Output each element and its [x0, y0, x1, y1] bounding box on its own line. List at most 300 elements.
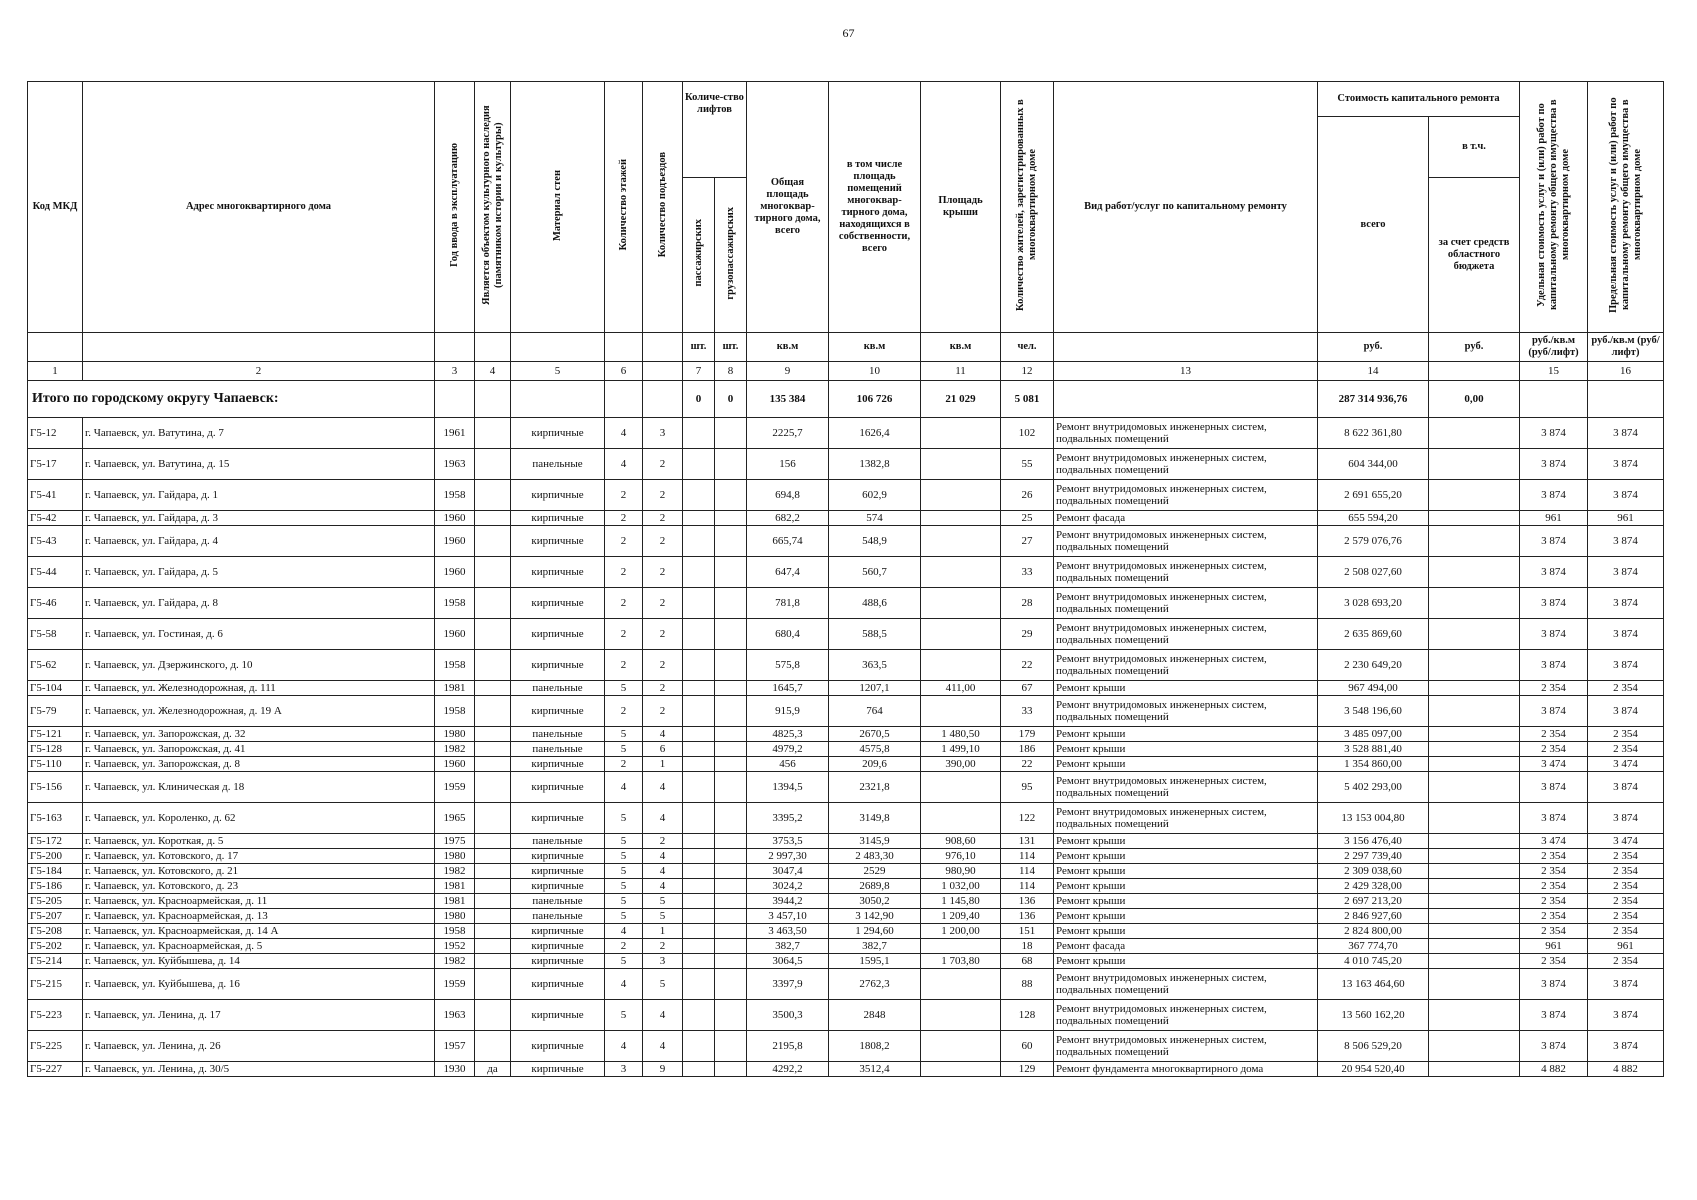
row-residents: 22	[1001, 650, 1054, 681]
row-max-cost: 3 874	[1588, 588, 1664, 619]
row-roof-area: 908,60	[921, 834, 1001, 849]
row-owned-area: 2689,8	[829, 879, 921, 894]
header-heritage: Является объектом культурного наследия (памятником истории и культуры)	[480, 105, 504, 305]
row-cost-regional	[1429, 449, 1520, 480]
row-residents: 29	[1001, 619, 1054, 650]
row-code: Г5-184	[28, 864, 83, 879]
row-year: 1930	[435, 1062, 475, 1077]
row-address: г. Чапаевск, ул. Короткая, д. 5	[83, 834, 435, 849]
row-entrances: 4	[643, 772, 683, 803]
row-roof-area	[921, 557, 1001, 588]
row-work-type: Ремонт внутридомовых инженерных систем, подвальных помещений	[1054, 619, 1318, 650]
header-entrances: Количество подъездов	[656, 152, 668, 258]
row-unit-cost: 961	[1520, 939, 1588, 954]
row-work-type: Ремонт фундамента многоквартирного дома	[1054, 1062, 1318, 1077]
row-passenger-lifts	[683, 1031, 715, 1062]
row-heritage	[475, 939, 511, 954]
row-passenger-lifts	[683, 526, 715, 557]
row-floors: 2	[605, 511, 643, 526]
row-passenger-lifts	[683, 757, 715, 772]
row-total-area: 4979,2	[747, 742, 829, 757]
table-row	[28, 418, 1664, 449]
row-address: г. Чапаевск, ул. Ленина, д. 26	[83, 1031, 435, 1062]
row-passenger-lifts	[683, 681, 715, 696]
row-roof-area: 1 209,40	[921, 909, 1001, 924]
row-year: 1982	[435, 954, 475, 969]
row-residents: 95	[1001, 772, 1054, 803]
row-material: кирпичные	[511, 803, 605, 834]
row-heritage	[475, 954, 511, 969]
row-cost-regional	[1429, 650, 1520, 681]
row-owned-area: 1 294,60	[829, 924, 921, 939]
row-passenger-lifts	[683, 879, 715, 894]
table-row	[28, 879, 1664, 894]
row-max-cost: 2 354	[1588, 727, 1664, 742]
row-code: Г5-12	[28, 418, 83, 449]
header-floors: Количество этажей	[617, 159, 629, 251]
row-unit-cost: 2 354	[1520, 924, 1588, 939]
row-code: Г5-186	[28, 879, 83, 894]
row-code: Г5-214	[28, 954, 83, 969]
row-total-area: 3064,5	[747, 954, 829, 969]
row-max-cost: 3 874	[1588, 557, 1664, 588]
row-year: 1958	[435, 650, 475, 681]
row-year: 1975	[435, 834, 475, 849]
row-material: кирпичные	[511, 1031, 605, 1062]
header-address: Адрес многоквартирного дома	[83, 82, 435, 333]
row-cost: 367 774,70	[1318, 939, 1429, 954]
row-year: 1958	[435, 696, 475, 727]
row-material: кирпичные	[511, 1062, 605, 1077]
row-address: г. Чапаевск, ул. Гайдара, д. 4	[83, 526, 435, 557]
row-entrances: 2	[643, 619, 683, 650]
row-roof-area: 390,00	[921, 757, 1001, 772]
row-work-type: Ремонт крыши	[1054, 849, 1318, 864]
row-cost: 13 153 004,80	[1318, 803, 1429, 834]
total-area: 135 384	[747, 381, 829, 418]
row-address: г. Чапаевск, ул. Котовского, д. 21	[83, 864, 435, 879]
row-address: г. Чапаевск, ул. Запорожская, д. 41	[83, 742, 435, 757]
row-max-cost: 3 874	[1588, 696, 1664, 727]
table-row	[28, 619, 1664, 650]
row-work-type: Ремонт крыши	[1054, 894, 1318, 909]
row-owned-area: 382,7	[829, 939, 921, 954]
row-year: 1960	[435, 757, 475, 772]
row-entrances: 2	[643, 939, 683, 954]
row-cost-regional	[1429, 696, 1520, 727]
row-roof-area	[921, 939, 1001, 954]
row-residents: 136	[1001, 909, 1054, 924]
row-passenger-lifts	[683, 894, 715, 909]
row-freight-lifts	[715, 526, 747, 557]
row-cost: 2 579 076,76	[1318, 526, 1429, 557]
row-cost: 1 354 860,00	[1318, 757, 1429, 772]
row-floors: 5	[605, 909, 643, 924]
row-work-type: Ремонт крыши	[1054, 954, 1318, 969]
header-max-cost: Предельная стоимость услуг и (или) работ по капитальному ремонту общего имущества в многоквартирном доме	[1607, 97, 1643, 313]
table-row	[28, 681, 1664, 696]
row-passenger-lifts	[683, 849, 715, 864]
row-freight-lifts	[715, 727, 747, 742]
row-year: 1960	[435, 511, 475, 526]
row-roof-area: 1 145,80	[921, 894, 1001, 909]
row-cost: 2 824 800,00	[1318, 924, 1429, 939]
table-row	[28, 864, 1664, 879]
row-cost-regional	[1429, 879, 1520, 894]
row-work-type: Ремонт внутридомовых инженерных систем, подвальных помещений	[1054, 480, 1318, 511]
col-number: 3	[435, 362, 475, 381]
row-passenger-lifts	[683, 954, 715, 969]
row-entrances: 2	[643, 526, 683, 557]
row-address: г. Чапаевск, ул. Красноармейская, д. 14 А	[83, 924, 435, 939]
row-work-type: Ремонт внутридомовых инженерных систем, подвальных помещений	[1054, 1000, 1318, 1031]
row-code: Г5-104	[28, 681, 83, 696]
row-owned-area: 3 142,90	[829, 909, 921, 924]
row-cost-regional	[1429, 849, 1520, 864]
row-owned-area: 1595,1	[829, 954, 921, 969]
row-heritage	[475, 727, 511, 742]
row-address: г. Чапаевск, ул. Гостиная, д. 6	[83, 619, 435, 650]
row-entrances: 4	[643, 803, 683, 834]
row-material: кирпичные	[511, 772, 605, 803]
row-cost-regional	[1429, 588, 1520, 619]
row-cost: 3 485 097,00	[1318, 727, 1429, 742]
row-year: 1981	[435, 879, 475, 894]
row-address: г. Чапаевск, ул. Ватутина, д. 7	[83, 418, 435, 449]
row-floors: 5	[605, 849, 643, 864]
row-year: 1982	[435, 742, 475, 757]
row-owned-area: 560,7	[829, 557, 921, 588]
table-row	[28, 969, 1664, 1000]
row-roof-area	[921, 1000, 1001, 1031]
row-roof-area: 411,00	[921, 681, 1001, 696]
row-year: 1957	[435, 1031, 475, 1062]
row-year: 1963	[435, 449, 475, 480]
row-unit-cost: 3 874	[1520, 619, 1588, 650]
row-roof-area	[921, 803, 1001, 834]
row-heritage	[475, 864, 511, 879]
row-total-area: 456	[747, 757, 829, 772]
header-roof-area: Площадь крыши	[921, 82, 1001, 333]
row-material: панельные	[511, 834, 605, 849]
row-work-type: Ремонт крыши	[1054, 727, 1318, 742]
row-residents: 136	[1001, 894, 1054, 909]
row-owned-area: 1808,2	[829, 1031, 921, 1062]
row-roof-area	[921, 449, 1001, 480]
row-year: 1980	[435, 849, 475, 864]
row-passenger-lifts	[683, 803, 715, 834]
row-passenger-lifts	[683, 939, 715, 954]
table-row	[28, 772, 1664, 803]
row-max-cost: 3 874	[1588, 772, 1664, 803]
row-work-type: Ремонт внутридомовых инженерных систем, подвальных помещений	[1054, 969, 1318, 1000]
row-cost: 655 594,20	[1318, 511, 1429, 526]
row-freight-lifts	[715, 954, 747, 969]
row-passenger-lifts	[683, 588, 715, 619]
row-total-area: 665,74	[747, 526, 829, 557]
row-work-type: Ремонт крыши	[1054, 681, 1318, 696]
row-entrances: 5	[643, 894, 683, 909]
row-material: кирпичные	[511, 511, 605, 526]
row-work-type: Ремонт крыши	[1054, 834, 1318, 849]
row-total-area: 1645,7	[747, 681, 829, 696]
row-floors: 5	[605, 742, 643, 757]
row-cost: 2 846 927,60	[1318, 909, 1429, 924]
col-number: 16	[1588, 362, 1664, 381]
row-cost-regional	[1429, 1000, 1520, 1031]
row-cost: 8 622 361,80	[1318, 418, 1429, 449]
row-cost-regional	[1429, 954, 1520, 969]
row-total-area: 647,4	[747, 557, 829, 588]
unit-people: чел.	[1001, 333, 1054, 362]
page-number: 67	[842, 26, 855, 40]
row-entrances: 6	[643, 742, 683, 757]
table-row	[28, 939, 1664, 954]
table-row	[28, 924, 1664, 939]
row-material: кирпичные	[511, 939, 605, 954]
row-max-cost: 4 882	[1588, 1062, 1664, 1077]
row-unit-cost: 2 354	[1520, 742, 1588, 757]
row-work-type: Ремонт внутридомовых инженерных систем, подвальных помещений	[1054, 803, 1318, 834]
row-cost-regional	[1429, 480, 1520, 511]
unit-rate-max: руб./кв.м (руб/лифт)	[1588, 333, 1664, 362]
row-code: Г5-110	[28, 757, 83, 772]
col-number: 4	[475, 362, 511, 381]
row-year: 1965	[435, 803, 475, 834]
row-max-cost: 2 354	[1588, 742, 1664, 757]
row-address: г. Чапаевск, ул. Короленко, д. 62	[83, 803, 435, 834]
row-heritage	[475, 909, 511, 924]
row-material: кирпичные	[511, 849, 605, 864]
row-residents: 18	[1001, 939, 1054, 954]
total-cost: 287 314 936,76	[1318, 381, 1429, 418]
row-work-type: Ремонт внутридомовых инженерных систем, подвальных помещений	[1054, 696, 1318, 727]
row-address: г. Чапаевск, ул. Гайдара, д. 5	[83, 557, 435, 588]
row-cost: 13 560 162,20	[1318, 1000, 1429, 1031]
row-residents: 114	[1001, 879, 1054, 894]
row-roof-area: 980,90	[921, 864, 1001, 879]
row-freight-lifts	[715, 742, 747, 757]
row-year: 1961	[435, 418, 475, 449]
row-entrances: 2	[643, 588, 683, 619]
row-address: г. Чапаевск, ул. Гайдара, д. 3	[83, 511, 435, 526]
row-freight-lifts	[715, 511, 747, 526]
unit-pcs-freight: шт.	[715, 333, 747, 362]
row-code: Г5-227	[28, 1062, 83, 1077]
unit-rub-total: руб.	[1318, 333, 1429, 362]
row-address: г. Чапаевск, ул. Запорожская, д. 8	[83, 757, 435, 772]
row-cost: 3 548 196,60	[1318, 696, 1429, 727]
row-unit-cost: 2 354	[1520, 954, 1588, 969]
row-heritage	[475, 757, 511, 772]
row-freight-lifts	[715, 803, 747, 834]
row-residents: 114	[1001, 849, 1054, 864]
row-heritage	[475, 894, 511, 909]
row-freight-lifts	[715, 772, 747, 803]
row-address: г. Чапаевск, ул. Красноармейская, д. 5	[83, 939, 435, 954]
row-max-cost: 2 354	[1588, 681, 1664, 696]
row-address: г. Чапаевск, ул. Куйбышева, д. 16	[83, 969, 435, 1000]
row-owned-area: 2529	[829, 864, 921, 879]
row-owned-area: 3145,9	[829, 834, 921, 849]
row-unit-cost: 3 874	[1520, 418, 1588, 449]
row-code: Г5-172	[28, 834, 83, 849]
row-year: 1958	[435, 480, 475, 511]
row-heritage	[475, 681, 511, 696]
row-owned-area: 764	[829, 696, 921, 727]
row-material: кирпичные	[511, 557, 605, 588]
row-entrances: 4	[643, 879, 683, 894]
row-residents: 129	[1001, 1062, 1054, 1077]
row-cost-regional	[1429, 1062, 1520, 1077]
row-cost-regional	[1429, 681, 1520, 696]
column-numbers-row	[28, 362, 1664, 381]
row-passenger-lifts	[683, 1000, 715, 1031]
row-work-type: Ремонт внутридомовых инженерных систем, подвальных помещений	[1054, 650, 1318, 681]
row-heritage	[475, 511, 511, 526]
row-freight-lifts	[715, 588, 747, 619]
row-total-area: 694,8	[747, 480, 829, 511]
row-residents: 122	[1001, 803, 1054, 834]
row-residents: 68	[1001, 954, 1054, 969]
row-year: 1958	[435, 588, 475, 619]
row-residents: 25	[1001, 511, 1054, 526]
row-year: 1981	[435, 681, 475, 696]
row-code: Г5-128	[28, 742, 83, 757]
row-floors: 3	[605, 1062, 643, 1077]
row-floors: 2	[605, 557, 643, 588]
row-max-cost: 3 874	[1588, 650, 1664, 681]
row-material: кирпичные	[511, 924, 605, 939]
row-residents: 186	[1001, 742, 1054, 757]
row-year: 1963	[435, 1000, 475, 1031]
row-unit-cost: 2 354	[1520, 909, 1588, 924]
row-residents: 128	[1001, 1000, 1054, 1031]
row-address: г. Чапаевск, ул. Клиническая д. 18	[83, 772, 435, 803]
row-code: Г5-207	[28, 909, 83, 924]
row-total-area: 682,2	[747, 511, 829, 526]
row-passenger-lifts	[683, 772, 715, 803]
row-year: 1980	[435, 909, 475, 924]
header-cost-incl: в т.ч.	[1429, 117, 1520, 178]
row-material: кирпичные	[511, 480, 605, 511]
row-total-area: 1394,5	[747, 772, 829, 803]
row-code: Г5-215	[28, 969, 83, 1000]
row-cost: 2 691 655,20	[1318, 480, 1429, 511]
row-work-type: Ремонт крыши	[1054, 909, 1318, 924]
table-row	[28, 480, 1664, 511]
row-address: г. Чапаевск, ул. Куйбышева, д. 14	[83, 954, 435, 969]
row-entrances: 4	[643, 849, 683, 864]
row-year: 1981	[435, 894, 475, 909]
row-year: 1959	[435, 969, 475, 1000]
row-max-cost: 3 874	[1588, 803, 1664, 834]
row-passenger-lifts	[683, 619, 715, 650]
row-cost-regional	[1429, 526, 1520, 557]
row-unit-cost: 3 874	[1520, 1031, 1588, 1062]
row-floors: 2	[605, 526, 643, 557]
row-unit-cost: 2 354	[1520, 681, 1588, 696]
row-address: г. Чапаевск, ул. Ленина, д. 17	[83, 1000, 435, 1031]
row-material: кирпичные	[511, 650, 605, 681]
row-floors: 5	[605, 954, 643, 969]
row-freight-lifts	[715, 480, 747, 511]
row-code: Г5-62	[28, 650, 83, 681]
row-owned-area: 1626,4	[829, 418, 921, 449]
row-heritage	[475, 480, 511, 511]
row-heritage	[475, 1000, 511, 1031]
row-code: Г5-17	[28, 449, 83, 480]
row-roof-area: 1 703,80	[921, 954, 1001, 969]
row-work-type: Ремонт крыши	[1054, 864, 1318, 879]
row-unit-cost: 3 474	[1520, 757, 1588, 772]
unit-sqm-total: кв.м	[747, 333, 829, 362]
row-year: 1960	[435, 557, 475, 588]
row-roof-area	[921, 1062, 1001, 1077]
row-material: кирпичные	[511, 588, 605, 619]
row-floors: 4	[605, 449, 643, 480]
row-floors: 5	[605, 727, 643, 742]
row-address: г. Чапаевск, ул. Гайдара, д. 1	[83, 480, 435, 511]
row-roof-area	[921, 1031, 1001, 1062]
row-owned-area: 574	[829, 511, 921, 526]
row-freight-lifts	[715, 757, 747, 772]
row-max-cost: 2 354	[1588, 864, 1664, 879]
row-work-type: Ремонт внутридомовых инженерных систем, подвальных помещений	[1054, 772, 1318, 803]
row-passenger-lifts	[683, 511, 715, 526]
row-freight-lifts	[715, 939, 747, 954]
row-work-type: Ремонт внутридомовых инженерных систем, подвальных помещений	[1054, 1031, 1318, 1062]
row-unit-cost: 2 354	[1520, 864, 1588, 879]
row-passenger-lifts	[683, 834, 715, 849]
row-cost-regional	[1429, 909, 1520, 924]
table-row	[28, 588, 1664, 619]
row-work-type: Ремонт внутридомовых инженерных систем, подвальных помещений	[1054, 526, 1318, 557]
row-unit-cost: 3 874	[1520, 526, 1588, 557]
row-heritage	[475, 418, 511, 449]
row-work-type: Ремонт крыши	[1054, 879, 1318, 894]
row-material: кирпичные	[511, 526, 605, 557]
row-code: Г5-42	[28, 511, 83, 526]
row-floors: 2	[605, 650, 643, 681]
row-unit-cost: 3 874	[1520, 650, 1588, 681]
table-row	[28, 909, 1664, 924]
row-unit-cost: 2 354	[1520, 849, 1588, 864]
row-owned-area: 2762,3	[829, 969, 921, 1000]
row-floors: 4	[605, 1031, 643, 1062]
col-number: 2	[83, 362, 435, 381]
row-roof-area	[921, 969, 1001, 1000]
table-row	[28, 650, 1664, 681]
row-cost-regional	[1429, 803, 1520, 834]
row-owned-area: 1207,1	[829, 681, 921, 696]
row-unit-cost: 961	[1520, 511, 1588, 526]
row-floors: 4	[605, 772, 643, 803]
row-entrances: 2	[643, 557, 683, 588]
row-floors: 2	[605, 588, 643, 619]
row-roof-area: 1 200,00	[921, 924, 1001, 939]
row-heritage	[475, 619, 511, 650]
row-freight-lifts	[715, 894, 747, 909]
row-floors: 5	[605, 864, 643, 879]
row-total-area: 3395,2	[747, 803, 829, 834]
row-freight-lifts	[715, 696, 747, 727]
row-owned-area: 4575,8	[829, 742, 921, 757]
row-cost: 3 156 476,40	[1318, 834, 1429, 849]
row-floors: 4	[605, 418, 643, 449]
total-owned-area: 106 726	[829, 381, 921, 418]
header-unit-cost: Удельная стоимость услуг и (или) работ по капитальному ремонту общего имущества в многоквартирном доме	[1535, 99, 1571, 311]
